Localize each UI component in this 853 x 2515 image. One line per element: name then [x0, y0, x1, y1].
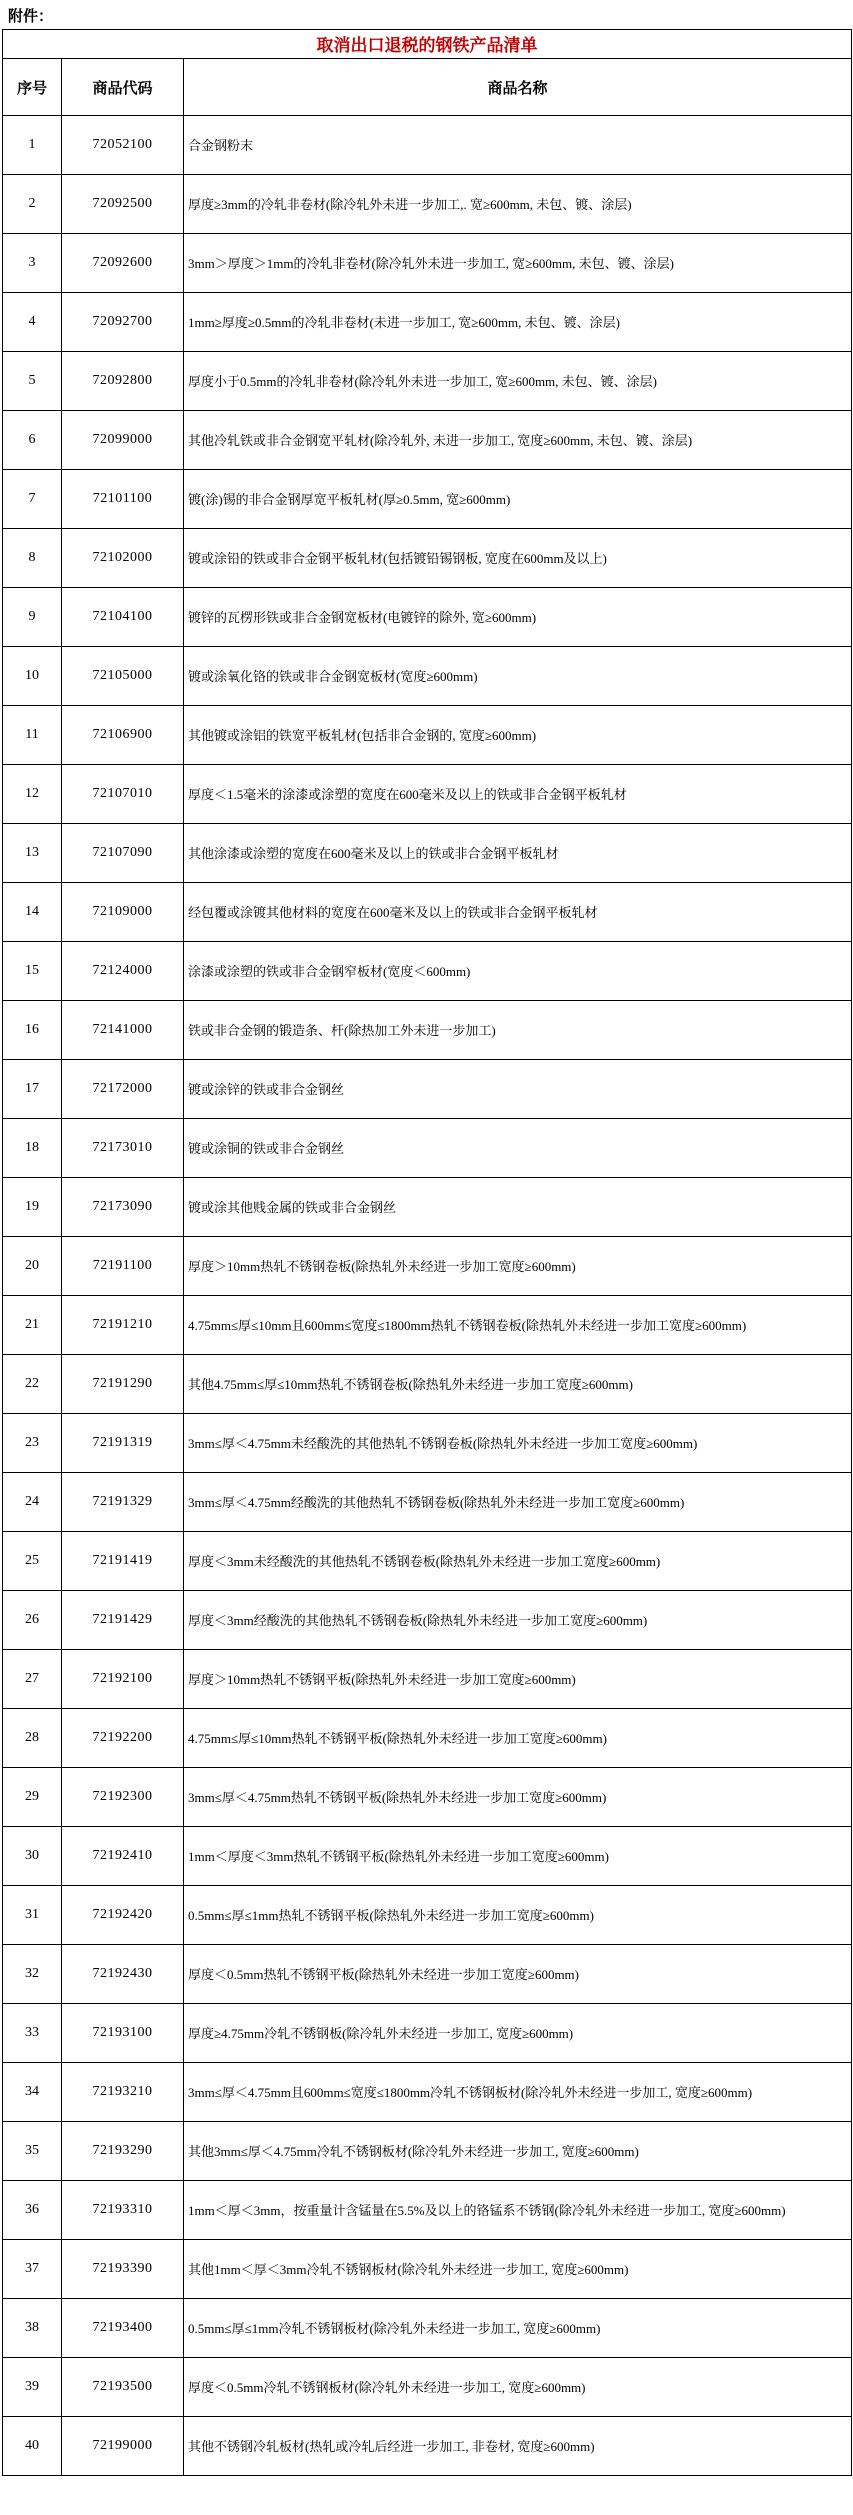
product-name: 合金钢粉末 — [184, 116, 852, 175]
product-name: 镀或涂其他贱金属的铁或非合金钢丝 — [184, 1178, 852, 1237]
product-name: 厚度≥4.75mm冷轧不锈钢板(除冷轧外未经进一步加工, 宽度≥600mm) — [184, 2004, 852, 2063]
product-name: 其他不锈钢冷轧板材(热轧或冷轧后经进一步加工, 非卷材, 宽度≥600mm) — [184, 2417, 852, 2476]
row-index: 1 — [3, 116, 62, 175]
column-header-name: 商品名称 — [184, 59, 852, 116]
table-row — [3, 470, 852, 529]
row-index: 5 — [3, 352, 62, 411]
product-code: 72191100 — [62, 1237, 184, 1296]
table-row — [3, 647, 852, 706]
table-row — [3, 1414, 852, 1473]
row-index: 9 — [3, 588, 62, 647]
row-index: 22 — [3, 1355, 62, 1414]
table-row — [3, 2181, 852, 2240]
row-index: 33 — [3, 2004, 62, 2063]
row-index: 32 — [3, 1945, 62, 2004]
table-row — [3, 1709, 852, 1768]
row-index: 10 — [3, 647, 62, 706]
product-code: 72092700 — [62, 293, 184, 352]
table-row — [3, 352, 852, 411]
table-row — [3, 765, 852, 824]
product-name: 0.5mm≤厚≤1mm冷轧不锈钢板材(除冷轧外未经进一步加工, 宽度≥600mm) — [184, 2299, 852, 2358]
table-row — [3, 942, 852, 1001]
product-code: 72192430 — [62, 1945, 184, 2004]
product-name: 镀锌的瓦楞形铁或非合金钢宽板材(电镀锌的除外, 宽≥600mm) — [184, 588, 852, 647]
row-index: 35 — [3, 2122, 62, 2181]
product-name: 其他涂漆或涂塑的宽度在600毫米及以上的铁或非合金钢平板轧材 — [184, 824, 852, 883]
table-row — [3, 1591, 852, 1650]
product-name: 其他1mm＜厚＜3mm冷轧不锈钢板材(除冷轧外未经进一步加工, 宽度≥600mm) — [184, 2240, 852, 2299]
table-row — [3, 1886, 852, 1945]
row-index: 6 — [3, 411, 62, 470]
row-index: 20 — [3, 1237, 62, 1296]
table-row — [3, 588, 852, 647]
row-index: 15 — [3, 942, 62, 1001]
product-code: 72092500 — [62, 175, 184, 234]
row-index: 37 — [3, 2240, 62, 2299]
product-code: 72191319 — [62, 1414, 184, 1473]
table-row — [3, 175, 852, 234]
row-index: 2 — [3, 175, 62, 234]
table-row — [3, 529, 852, 588]
row-index: 31 — [3, 1886, 62, 1945]
product-code: 72124000 — [62, 942, 184, 1001]
table-row — [3, 1237, 852, 1296]
product-name: 3mm＞厚度＞1mm的冷轧非卷材(除冷轧外未进一步加工, 宽≥600mm, 未包、镀、涂层) — [184, 234, 852, 293]
product-name: 铁或非合金钢的锻造条、杆(除热加工外未进一步加工) — [184, 1001, 852, 1060]
product-code: 72102000 — [62, 529, 184, 588]
row-index: 28 — [3, 1709, 62, 1768]
row-index: 14 — [3, 883, 62, 942]
product-code: 72106900 — [62, 706, 184, 765]
product-name: 0.5mm≤厚≤1mm热轧不锈钢平板(除热轧外未经进一步加工宽度≥600mm) — [184, 1886, 852, 1945]
row-index: 23 — [3, 1414, 62, 1473]
product-code: 72193500 — [62, 2358, 184, 2417]
product-code: 72104100 — [62, 588, 184, 647]
product-name: 其他3mm≤厚＜4.75mm冷轧不锈钢板材(除冷轧外未经进一步加工, 宽度≥600mm) — [184, 2122, 852, 2181]
product-code: 72099000 — [62, 411, 184, 470]
product-code: 72192200 — [62, 1709, 184, 1768]
product-name: 厚度＞10mm热轧不锈钢平板(除热轧外未经进一步加工宽度≥600mm) — [184, 1650, 852, 1709]
product-name: 3mm≤厚＜4.75mm热轧不锈钢平板(除热轧外未经进一步加工宽度≥600mm) — [184, 1768, 852, 1827]
product-code: 72107010 — [62, 765, 184, 824]
row-index: 34 — [3, 2063, 62, 2122]
table-row — [3, 2063, 852, 2122]
attachment-label: 附件： — [8, 7, 54, 25]
product-name: 厚度小于0.5mm的冷轧非卷材(除冷轧外未进一步加工, 宽≥600mm, 未包、镀、涂层) — [184, 352, 852, 411]
product-name: 3mm≤厚＜4.75mm且600mm≤宽度≤1800mm冷轧不锈钢板材(除冷轧外未经进一步加工, 宽度≥600mm) — [184, 2063, 852, 2122]
product-name: 3mm≤厚＜4.75mm经酸洗的其他热轧不锈钢卷板(除热轧外未经进一步加工宽度≥600mm) — [184, 1473, 852, 1532]
table-row — [3, 1650, 852, 1709]
row-index: 7 — [3, 470, 62, 529]
product-code: 72173010 — [62, 1119, 184, 1178]
table-row — [3, 1473, 852, 1532]
row-index: 18 — [3, 1119, 62, 1178]
table-row — [3, 883, 852, 942]
product-code: 72092800 — [62, 352, 184, 411]
row-index: 12 — [3, 765, 62, 824]
product-code: 72191329 — [62, 1473, 184, 1532]
product-code: 72193290 — [62, 2122, 184, 2181]
product-name: 4.75mm≤厚≤10mm且600mm≤宽度≤1800mm热轧不锈钢卷板(除热轧外未经进一步加工宽度≥600mm) — [184, 1296, 852, 1355]
product-name: 镀或涂铜的铁或非合金钢丝 — [184, 1119, 852, 1178]
table-row — [3, 2122, 852, 2181]
product-name: 1mm＜厚＜3mm，按重量计含锰量在5.5%及以上的铬锰系不锈钢(除冷轧外未经进一步加工, 宽度≥600mm) — [184, 2181, 852, 2240]
product-name: 镀或涂锌的铁或非合金钢丝 — [184, 1060, 852, 1119]
table-row — [3, 1768, 852, 1827]
product-code: 72105000 — [62, 647, 184, 706]
product-code: 72191419 — [62, 1532, 184, 1591]
header-row — [3, 59, 852, 116]
row-index: 38 — [3, 2299, 62, 2358]
product-name: 3mm≤厚＜4.75mm未经酸洗的其他热轧不锈钢卷板(除热轧外未经进一步加工宽度≥600mm) — [184, 1414, 852, 1473]
row-index: 29 — [3, 1768, 62, 1827]
product-name: 涂漆或涂塑的铁或非合金钢窄板材(宽度＜600mm) — [184, 942, 852, 1001]
row-index: 4 — [3, 293, 62, 352]
product-code: 72192420 — [62, 1886, 184, 1945]
product-name: 厚度＜0.5mm冷轧不锈钢板材(除冷轧外未经进一步加工, 宽度≥600mm) — [184, 2358, 852, 2417]
product-name: 其他4.75mm≤厚≤10mm热轧不锈钢卷板(除热轧外未经进一步加工宽度≥600mm) — [184, 1355, 852, 1414]
product-name: 经包覆或涂镀其他材料的宽度在600毫米及以上的铁或非合金钢平板轧材 — [184, 883, 852, 942]
product-code: 72109000 — [62, 883, 184, 942]
row-index: 21 — [3, 1296, 62, 1355]
product-code: 72141000 — [62, 1001, 184, 1060]
product-name: 厚度＜1.5毫米的涂漆或涂塑的宽度在600毫米及以上的铁或非合金钢平板轧材 — [184, 765, 852, 824]
row-index: 11 — [3, 706, 62, 765]
product-name: 4.75mm≤厚≤10mm热轧不锈钢平板(除热轧外未经进一步加工宽度≥600mm) — [184, 1709, 852, 1768]
product-code: 72173090 — [62, 1178, 184, 1237]
row-index: 17 — [3, 1060, 62, 1119]
product-name: 厚度≥3mm的冷轧非卷材(除冷轧外未进一步加工,. 宽≥600mm, 未包、镀、涂层) — [184, 175, 852, 234]
product-code: 72191429 — [62, 1591, 184, 1650]
table-row — [3, 2417, 852, 2476]
table-row — [3, 1532, 852, 1591]
product-name: 其他镀或涂铝的铁宽平板轧材(包括非合金钢的, 宽度≥600mm) — [184, 706, 852, 765]
product-code: 72191290 — [62, 1355, 184, 1414]
product-code: 72193390 — [62, 2240, 184, 2299]
row-index: 8 — [3, 529, 62, 588]
table-row — [3, 1296, 852, 1355]
product-name: 1mm≥厚度≥0.5mm的冷轧非卷材(未进一步加工, 宽≥600mm, 未包、镀、涂层) — [184, 293, 852, 352]
table-row — [3, 2004, 852, 2063]
product-code: 72107090 — [62, 824, 184, 883]
row-index: 19 — [3, 1178, 62, 1237]
row-index: 25 — [3, 1532, 62, 1591]
product-code: 72193400 — [62, 2299, 184, 2358]
product-name: 厚度＜0.5mm热轧不锈钢平板(除热轧外未经进一步加工宽度≥600mm) — [184, 1945, 852, 2004]
product-name: 厚度＜3mm未经酸洗的其他热轧不锈钢卷板(除热轧外未经进一步加工宽度≥600mm) — [184, 1532, 852, 1591]
product-code: 72199000 — [62, 2417, 184, 2476]
product-code: 72192410 — [62, 1827, 184, 1886]
product-code: 72192300 — [62, 1768, 184, 1827]
row-index: 16 — [3, 1001, 62, 1060]
row-index: 26 — [3, 1591, 62, 1650]
table-row — [3, 2299, 852, 2358]
product-code: 72092600 — [62, 234, 184, 293]
product-code: 72101100 — [62, 470, 184, 529]
product-name: 镀或涂氧化铬的铁或非合金钢宽板材(宽度≥600mm) — [184, 647, 852, 706]
product-name: 厚度＞10mm热轧不锈钢卷板(除热轧外未经进一步加工宽度≥600mm) — [184, 1237, 852, 1296]
row-index: 30 — [3, 1827, 62, 1886]
title-row — [3, 30, 852, 59]
product-name: 镀(涂)锡的非合金钢厚宽平板轧材(厚≥0.5mm, 宽≥600mm) — [184, 470, 852, 529]
table-row — [3, 1060, 852, 1119]
product-name: 厚度＜3mm经酸洗的其他热轧不锈钢卷板(除热轧外未经进一步加工宽度≥600mm) — [184, 1591, 852, 1650]
row-index: 39 — [3, 2358, 62, 2417]
table-row — [3, 2358, 852, 2417]
product-code: 72193310 — [62, 2181, 184, 2240]
table-row — [3, 1001, 852, 1060]
table-row — [3, 1119, 852, 1178]
row-index: 13 — [3, 824, 62, 883]
document-title: 取消出口退税的钢铁产品清单 — [3, 30, 852, 59]
table-row — [3, 1827, 852, 1886]
product-code: 72172000 — [62, 1060, 184, 1119]
table-row — [3, 1355, 852, 1414]
row-index: 36 — [3, 2181, 62, 2240]
product-code: 72192100 — [62, 1650, 184, 1709]
product-name: 1mm＜厚度＜3mm热轧不锈钢平板(除热轧外未经进一步加工宽度≥600mm) — [184, 1827, 852, 1886]
product-code: 72193210 — [62, 2063, 184, 2122]
product-code: 72052100 — [62, 116, 184, 175]
table-row — [3, 1178, 852, 1237]
column-header-code: 商品代码 — [62, 59, 184, 116]
product-name: 镀或涂铅的铁或非合金钢平板轧材(包括镀铅锡钢板, 宽度在600mm及以上) — [184, 529, 852, 588]
table-row — [3, 824, 852, 883]
row-index: 40 — [3, 2417, 62, 2476]
product-code: 72191210 — [62, 1296, 184, 1355]
row-index: 24 — [3, 1473, 62, 1532]
table-row — [3, 116, 852, 175]
table-row — [3, 293, 852, 352]
product-name: 其他冷轧铁或非合金钢宽平轧材(除冷轧外, 未进一步加工, 宽度≥600mm, 未包、镀、涂层) — [184, 411, 852, 470]
table-row — [3, 411, 852, 470]
steel-products-table — [2, 29, 852, 2476]
table-row — [3, 234, 852, 293]
column-header-index: 序号 — [3, 59, 62, 116]
table-row — [3, 1945, 852, 2004]
product-code: 72193100 — [62, 2004, 184, 2063]
table-row — [3, 706, 852, 765]
row-index: 27 — [3, 1650, 62, 1709]
row-index: 3 — [3, 234, 62, 293]
table-row — [3, 2240, 852, 2299]
